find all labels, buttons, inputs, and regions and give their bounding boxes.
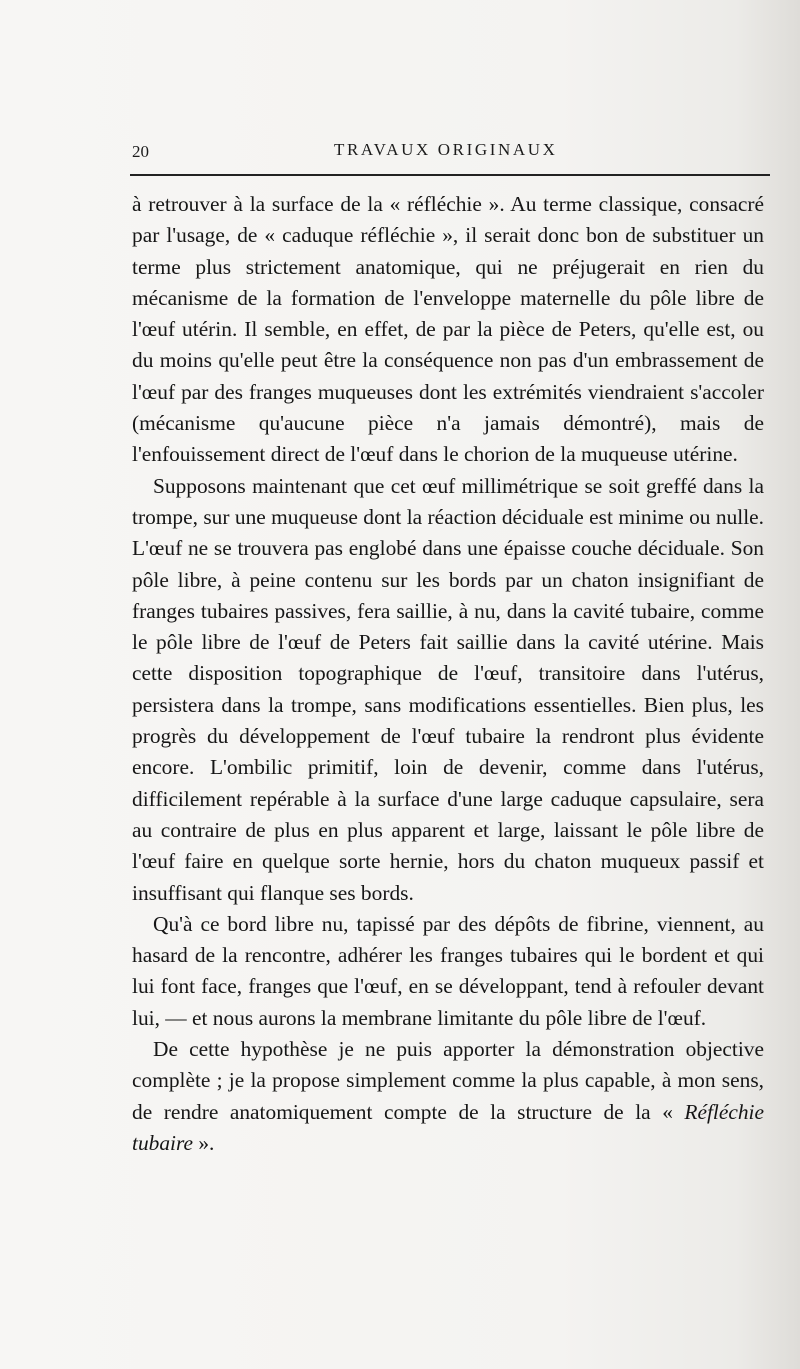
- quote-close: ».: [193, 1130, 215, 1155]
- paragraph-4-text: De cette hypothèse je ne puis apporter la démonstration objective complète ; je la propose simplement comme la plus capable, à mon sens, de rendre anatomiquement compte de la structure de la: [132, 1037, 764, 1124]
- page-number: 20: [132, 142, 149, 161]
- paragraph-3: Qu'à ce bord libre nu, tapissé par des dépôts de fibrine, viennent, au hasard de la rencontre, adhérer les franges tubaires qui le bordent et qui lui font face, franges que l'œuf, en se développant, tend à refouler devant lui, — et nous aurons la membrane limitante du pôle libre de l'œuf.: [132, 911, 764, 1030]
- paragraph-2: Supposons maintenant que cet œuf millimétrique se soit greffé dans la trompe, sur une muqueuse dont la réaction déciduale est minime ou nulle. L'œuf ne se trouvera pas englobé dans une épaisse couche déciduale. Son pôle libre, à peine contenu sur les bords par un chaton insignifiant de franges tubaires passives, fera saillie, à nu, dans la cavité tubaire, comme le pôle libre de l'œuf de Peters fait saillie dans la cavité utérine. Mais cette disposition topographique de l'œuf, transitoire dans l'utérus, persistera dans la trompe, sans modifications essentielles. Bien plus, les progrès du développement de l'œuf tubaire la rendront plus évidente encore. L'ombilic primitif, loin de devenir, comme dans l'utérus, difficilement repérable à la surface d'une large caduque capsulaire, sera au contraire de plus en plus apparent et large, laissant le pôle libre de l'œuf faire en quelque sorte hernie, hors du chaton muqueux passif et insuffisant qui flanque ses bords.: [132, 473, 764, 905]
- header-rule: [130, 174, 770, 176]
- body-text: [132, 189, 764, 1159]
- paragraph-1: à retrouver à la surface de la « réfléchie ». Au terme classique, consacré par l'usage, de « caduque réfléchie », il serait donc bon de substituer un terme plus strictement anatomique, qui ne préjugerait en rien du mécanisme de la formation de l'enveloppe maternelle du pôle libre de l'œuf utérin. Il semble, en effet, de par la pièce de Peters, qu'elle est, ou du moins qu'elle peut être la conséquence non pas d'un embrassement de l'œuf par des franges muqueuses dont les extrémités viendraient s'accoler (mécanisme qu'aucune pièce n'a jamais démontré), mais de l'enfouissement direct de l'œuf dans le chorion de la muqueuse utérine.: [132, 192, 764, 467]
- italic-term: Réfléchie tubaire: [132, 1099, 764, 1155]
- quote-open: «: [662, 1099, 685, 1124]
- paragraph-4: [132, 1034, 764, 1159]
- running-title: TRAVAUX ORIGINAUX: [334, 140, 558, 159]
